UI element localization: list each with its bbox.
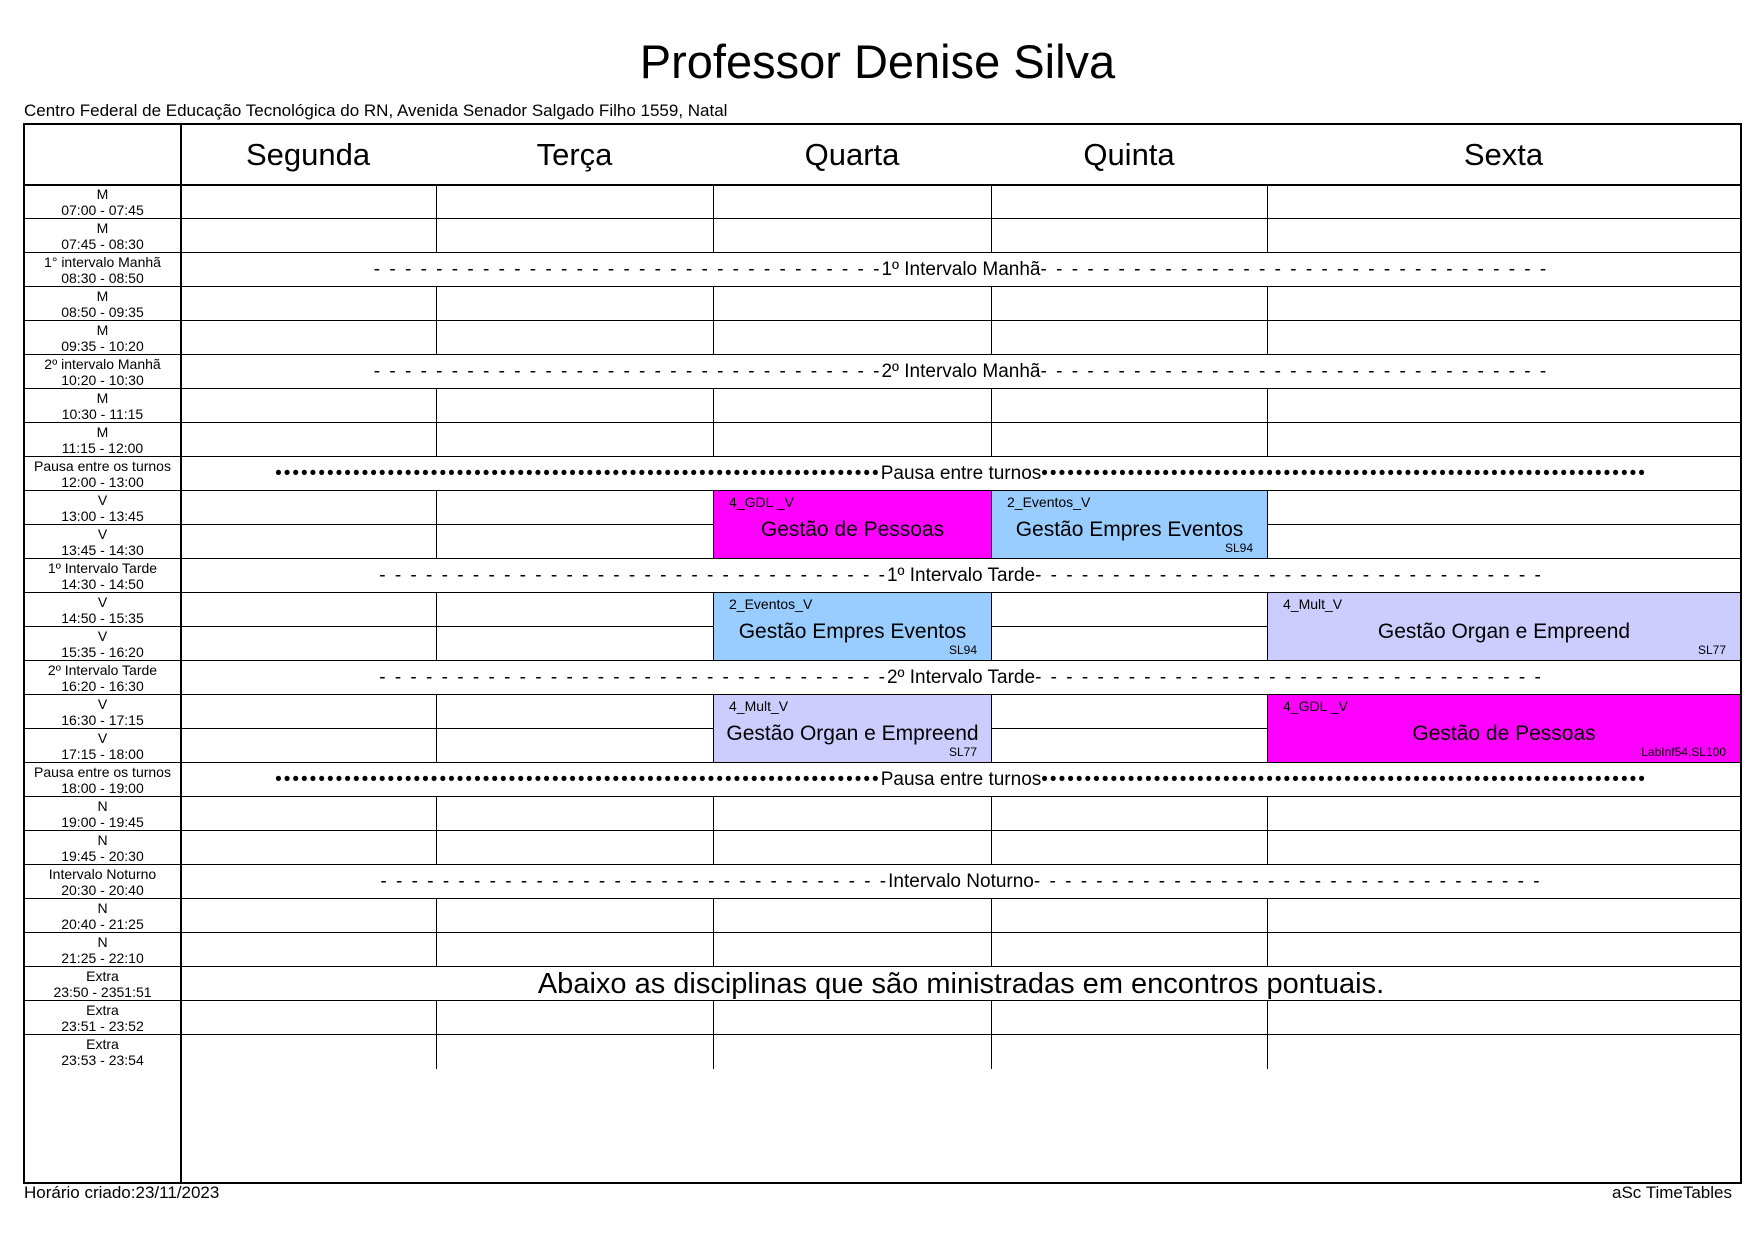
day-header-quarta: Quarta — [804, 136, 900, 172]
subject-name: Gestão Empres Eventos — [738, 620, 967, 643]
room-name: SL77 — [948, 745, 977, 759]
timetable-cell[interactable] — [181, 695, 436, 728]
period-time: 07:45 - 08:30 — [61, 236, 144, 252]
day-header-segunda: Segunda — [245, 136, 371, 172]
period-name: M — [96, 322, 109, 338]
period-name: V — [97, 628, 108, 644]
period-name: Intervalo Noturno — [48, 866, 157, 882]
timetable-cell[interactable] — [714, 797, 991, 830]
interval-band — [182, 355, 1740, 389]
timetable-cell[interactable] — [1268, 219, 1740, 252]
software-credit: aSc TimeTables — [1612, 1183, 1732, 1202]
row-label — [25, 797, 180, 831]
band-filler: •••••••••••••••••••••••••••••••••••••••••••••••••••••••••••••••••••••• — [1041, 769, 1647, 790]
row-label — [25, 729, 180, 763]
row-label — [25, 627, 180, 661]
class-code: 4_GDL _V — [729, 494, 794, 510]
band-filler: •••••••••••••••••••••••••••••••••••••••••••••••••••••••••••••••••••••• — [1041, 463, 1647, 484]
period-time: 16:30 - 17:15 — [61, 712, 144, 728]
period-time: 12:00 - 13:00 — [61, 474, 144, 490]
class-code: 2_Eventos_V — [729, 596, 813, 612]
room-name: SL77 — [1697, 643, 1726, 657]
period-time: 20:40 - 21:25 — [61, 916, 144, 932]
shift-break-band — [182, 457, 1740, 491]
timetable-cell[interactable] — [992, 423, 1267, 456]
subject-name: Gestão de Pessoas — [760, 518, 945, 541]
timetable-cell[interactable] — [1268, 831, 1740, 864]
timetable-cell[interactable] — [181, 933, 436, 966]
timetable-cell[interactable] — [437, 729, 713, 762]
timetable-cell[interactable] — [181, 423, 436, 456]
row-label — [25, 559, 180, 593]
row-label — [25, 253, 180, 287]
timetable-cell[interactable] — [181, 593, 436, 626]
band-filler: - - - - - - - - - - - - - - - - - - - - - - - - - - - - - - - - - — [1035, 565, 1543, 586]
row-label — [25, 831, 180, 865]
timetable-cell[interactable] — [1268, 185, 1740, 218]
period-time: 23:51 - 23:52 — [61, 1018, 144, 1034]
school-address: Centro Federal de Educação Tecnológica do RN, Avenida Senador Salgado Filho 1559, Natal — [24, 101, 728, 120]
class-code: 4_Mult_V — [1283, 596, 1343, 612]
timetable-cell[interactable] — [1268, 525, 1740, 558]
timetable-cell[interactable] — [181, 491, 436, 524]
row-label — [25, 389, 180, 423]
timetable-cell[interactable] — [437, 831, 713, 864]
timetable-cell[interactable] — [181, 185, 436, 218]
band-filler: - - - - - - - - - - - - - - - - - - - - - - - - - - - - - - - - - — [373, 259, 882, 280]
timetable-cell[interactable] — [992, 389, 1267, 422]
period-time: 11:15 - 12:00 — [61, 440, 144, 456]
row-label — [25, 219, 180, 253]
band-filler: - - - - - - - - - - - - - - - - - - - - - - - - - - - - - - - - - — [380, 871, 889, 892]
row-label — [25, 423, 180, 457]
day-header-quinta: Quinta — [1083, 136, 1175, 172]
timetable-cell[interactable] — [437, 695, 713, 728]
timetable-cell[interactable] — [181, 899, 436, 932]
row-label — [25, 525, 180, 559]
period-time: 16:20 - 16:30 — [61, 678, 144, 694]
period-name: Extra — [86, 1036, 119, 1052]
period-name: Pausa entre os turnos — [34, 458, 171, 474]
page-title: Professor Denise Silva — [639, 35, 1116, 88]
timetable-cell[interactable] — [992, 321, 1267, 354]
period-name: N — [97, 798, 108, 814]
timetable-cell[interactable] — [437, 899, 713, 932]
timetable-cell[interactable] — [992, 695, 1267, 728]
timetable-cell[interactable] — [181, 797, 436, 830]
period-time: 14:30 - 14:50 — [61, 576, 144, 592]
timetable-cell[interactable] — [437, 933, 713, 966]
period-time: 09:35 - 10:20 — [61, 338, 144, 354]
band-label: 1º Intervalo Tarde — [886, 565, 1036, 586]
row-label — [25, 185, 180, 219]
lesson-card[interactable] — [713, 592, 992, 661]
row-label — [25, 287, 180, 321]
period-name: 1º Intervalo Tarde — [47, 560, 158, 576]
class-code: 2_Eventos_V — [1007, 494, 1091, 510]
timetable-cell[interactable] — [437, 287, 713, 320]
created-date: Horário criado:23/11/2023 — [24, 1183, 220, 1202]
period-time: 20:30 - 20:40 — [61, 882, 144, 898]
timetable-cell[interactable] — [1268, 287, 1740, 320]
band-label: Intervalo Noturno — [888, 871, 1034, 892]
column-divider — [436, 1035, 437, 1069]
period-time: 10:20 - 10:30 — [61, 372, 144, 388]
timetable-cell[interactable] — [1268, 389, 1740, 422]
period-time: 23:50 - 2351:51 — [53, 984, 152, 1000]
period-name: M — [96, 390, 109, 406]
class-code: 4_Mult_V — [729, 698, 789, 714]
row-label — [25, 899, 180, 933]
period-time: 13:00 - 13:45 — [61, 508, 144, 524]
period-name: V — [97, 492, 108, 508]
period-time: 08:30 - 08:50 — [61, 270, 144, 286]
lesson-card[interactable] — [1267, 694, 1741, 763]
interval-band — [182, 559, 1740, 593]
period-name: V — [97, 730, 108, 746]
row-label — [25, 1001, 180, 1035]
period-time: 14:50 - 15:35 — [61, 610, 144, 626]
band-filler: - - - - - - - - - - - - - - - - - - - - - - - - - - - - - - - - - — [379, 667, 887, 688]
timetable-cell[interactable] — [714, 423, 991, 456]
column-divider — [713, 1001, 714, 1035]
extra-note: Abaixo as disciplinas que são ministradas em encontros pontuais. — [537, 967, 1385, 1000]
room-name: SL94 — [1224, 541, 1253, 555]
timetable-cell[interactable] — [992, 899, 1267, 932]
period-name: Pausa entre os turnos — [34, 764, 171, 780]
timetable-cell[interactable] — [181, 627, 436, 660]
period-name: V — [97, 526, 108, 542]
timetable-cell[interactable] — [714, 185, 991, 218]
timetable-cell[interactable] — [181, 219, 436, 252]
column-divider — [991, 1035, 992, 1069]
column-divider — [1267, 1001, 1268, 1035]
band-filler: - - - - - - - - - - - - - - - - - - - - - - - - - - - - - - - - - — [379, 565, 887, 586]
period-time: 10:30 - 11:15 — [61, 406, 144, 422]
timetable-cell[interactable] — [437, 321, 713, 354]
timetable-cell[interactable] — [992, 593, 1267, 626]
timetable-cell[interactable] — [992, 933, 1267, 966]
row-label — [25, 661, 180, 695]
period-time: 18:00 - 19:00 — [61, 780, 144, 796]
period-name: N — [97, 832, 108, 848]
subject-name: Gestão Organ e Empreend — [1377, 620, 1631, 643]
period-name: V — [97, 696, 108, 712]
period-time: 07:00 - 07:45 — [61, 202, 144, 218]
timetable-cell[interactable] — [1268, 321, 1740, 354]
band-label: 2º Intervalo Tarde — [886, 667, 1036, 688]
interval-band — [182, 661, 1740, 695]
interval-band — [182, 865, 1740, 899]
period-time: 21:25 - 22:10 — [61, 950, 144, 966]
band-label: Pausa entre turnos — [880, 769, 1042, 790]
period-time: 23:53 - 23:54 — [61, 1052, 144, 1068]
row-label — [25, 321, 180, 355]
row-label — [25, 763, 180, 797]
band-filler: - - - - - - - - - - - - - - - - - - - - - - - - - - - - - - - - - — [1035, 667, 1543, 688]
band-filler: - - - - - - - - - - - - - - - - - - - - - - - - - - - - - - - - - — [373, 361, 882, 382]
period-time: 19:00 - 19:45 — [61, 814, 144, 830]
timetable-cell[interactable] — [181, 831, 436, 864]
row-label — [25, 355, 180, 389]
column-divider — [991, 1001, 992, 1035]
band-label: Pausa entre turnos — [880, 463, 1042, 484]
timetable-cell[interactable] — [714, 389, 991, 422]
row-label — [25, 695, 180, 729]
timetable-cell[interactable] — [181, 389, 436, 422]
subject-name: Gestão Organ e Empreend — [726, 722, 979, 745]
row-label — [25, 491, 180, 525]
period-name: V — [97, 594, 108, 610]
timetable-cell[interactable] — [1268, 899, 1740, 932]
timetable-grid — [23, 123, 1742, 1184]
row-label — [25, 933, 180, 967]
lesson-card[interactable] — [1267, 592, 1741, 661]
timetable-cell[interactable] — [992, 287, 1267, 320]
room-name: SL94 — [948, 643, 977, 657]
band-filler: - - - - - - - - - - - - - - - - - - - - - - - - - - - - - - - - - — [1040, 361, 1549, 382]
band-filler: •••••••••••••••••••••••••••••••••••••••••••••••••••••••••••••••••••••• — [275, 769, 881, 790]
period-name: 2º intervalo Manhã — [44, 356, 161, 372]
timetable-cell[interactable] — [437, 423, 713, 456]
period-name: M — [96, 288, 109, 304]
timetable-cell[interactable] — [437, 593, 713, 626]
period-name: Extra — [86, 968, 119, 984]
period-name: N — [97, 900, 108, 916]
period-name: 2º Intervalo Tarde — [47, 662, 158, 678]
period-time: 17:15 - 18:00 — [61, 746, 144, 762]
band-filler: •••••••••••••••••••••••••••••••••••••••••••••••••••••••••••••••••••••• — [275, 463, 881, 484]
timetable-cell[interactable] — [437, 389, 713, 422]
room-name: LabInf54,SL100 — [1641, 745, 1726, 759]
timetable-cell[interactable] — [992, 797, 1267, 830]
timetable-cell[interactable] — [714, 899, 991, 932]
period-time: 08:50 - 09:35 — [61, 304, 144, 320]
row-divider — [25, 1034, 1740, 1035]
row-label — [25, 457, 180, 491]
row-label — [25, 1035, 180, 1069]
timetable-cell[interactable] — [1268, 933, 1740, 966]
timetable-cell[interactable] — [437, 797, 713, 830]
timetable-cell[interactable] — [437, 185, 713, 218]
timetable-cell[interactable] — [992, 729, 1267, 762]
timetable-cell[interactable] — [992, 185, 1267, 218]
column-divider — [1267, 1035, 1268, 1069]
period-name: M — [96, 220, 109, 236]
timetable-cell[interactable] — [437, 627, 713, 660]
band-label: 1º Intervalo Manhã — [881, 259, 1041, 280]
timetable-cell[interactable] — [714, 287, 991, 320]
timetable-cell[interactable] — [714, 831, 991, 864]
timetable-cell[interactable] — [1268, 491, 1740, 524]
timetable-cell[interactable] — [714, 321, 991, 354]
timetable-cell[interactable] — [714, 219, 991, 252]
timetable-cell[interactable] — [181, 729, 436, 762]
day-header-terça: Terça — [536, 136, 613, 172]
class-code: 4_GDL _V — [1283, 698, 1348, 714]
period-name: Extra — [86, 1002, 119, 1018]
timetable-cell[interactable] — [437, 491, 713, 524]
row-label — [25, 593, 180, 627]
period-name: M — [96, 186, 109, 202]
timetable-cell[interactable] — [181, 287, 436, 320]
period-name: 1° intervalo Manhã — [44, 254, 161, 270]
timetable-cell[interactable] — [1268, 797, 1740, 830]
shift-break-band — [182, 763, 1740, 797]
timetable-cell[interactable] — [714, 933, 991, 966]
lesson-card[interactable] — [713, 490, 992, 559]
column-divider — [436, 1001, 437, 1035]
period-time: 13:45 - 14:30 — [61, 542, 144, 558]
timetable-cell[interactable] — [1268, 423, 1740, 456]
timetable-cell[interactable] — [992, 831, 1267, 864]
timetable-cell[interactable] — [437, 219, 713, 252]
band-filler: - - - - - - - - - - - - - - - - - - - - - - - - - - - - - - - - - — [1033, 871, 1542, 892]
day-header-sexta: Sexta — [1463, 136, 1544, 172]
period-time: 15:35 - 16:20 — [61, 644, 144, 660]
subject-name: Gestão Empres Eventos — [1015, 518, 1244, 541]
subject-name: Gestão de Pessoas — [1412, 722, 1596, 745]
timetable-cell[interactable] — [181, 525, 436, 558]
timetable-cell[interactable] — [437, 525, 713, 558]
band-label: 2º Intervalo Manhã — [881, 361, 1041, 382]
interval-band — [182, 253, 1740, 287]
timetable-cell[interactable] — [992, 627, 1267, 660]
timetable-cell[interactable] — [181, 321, 436, 354]
period-name: M — [96, 424, 109, 440]
column-divider — [713, 1035, 714, 1069]
timetable-cell[interactable] — [992, 219, 1267, 252]
lesson-card[interactable] — [713, 694, 992, 763]
row-label — [25, 967, 180, 1001]
period-name: N — [97, 934, 108, 950]
period-time: 19:45 - 20:30 — [61, 848, 144, 864]
band-filler: - - - - - - - - - - - - - - - - - - - - - - - - - - - - - - - - - — [1040, 259, 1549, 280]
row-label — [25, 865, 180, 899]
lesson-card[interactable] — [991, 490, 1268, 559]
